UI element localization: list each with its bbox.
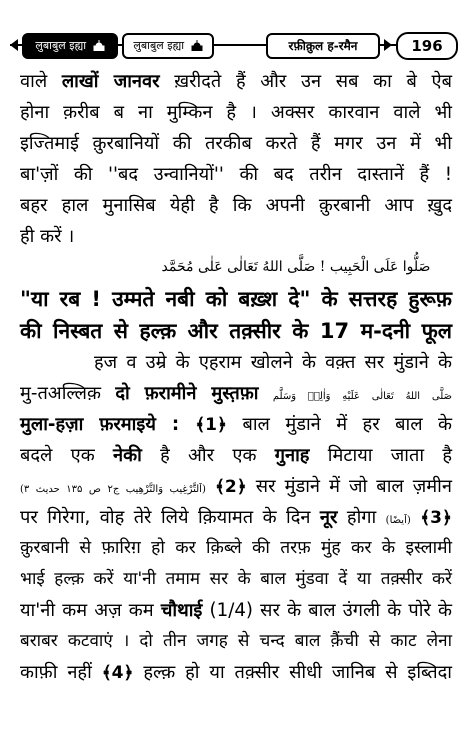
text-line: वाले लाखों जानवर ख़रीदते हैं और उन सब का बे ऐब	[20, 71, 453, 92]
text-line: होना क़रीब ब ना मुम्किन है । अक्सर कारवान वाले भी	[20, 102, 452, 123]
page-number: 196	[396, 32, 458, 60]
text-line: बा'ज़ों की ''बद उन्वानियों'' की बद तरीन दास्तानें हैं !	[20, 164, 452, 185]
section-heading-line1: "या रब ! उम्मते नबी को बख़्श दे" के सत्तरह हुरूफ़	[20, 287, 452, 311]
salawat-line: صَلُّوا عَلَى الْحَبِیب ! صَلَّى اللهُ تَعَالٰی عَلٰی مُحَمَّد	[161, 259, 431, 275]
text-line: मुला-हज़ा फ़रमाइये : ﴾1﴿ बाल मुंडाने में हर बाल के	[20, 409, 452, 440]
page-body	[20, 66, 452, 688]
emphasis-text: नेकी	[113, 445, 142, 466]
text-line: बहर हाल मुनासिब येही है कि अपनी क़ुरबानी आप ख़ुद	[20, 195, 452, 216]
text-line: क़ुरबानी से फ़ारिग़ हो कर क़िब्ले की तरफ़ मुंह कर के इस्लामी	[20, 538, 452, 558]
durood-arabic: صَلَّى اللهُ تَعَالٰی عَلَیْهِ وَاٰلِهٖ وَسَلَّم	[272, 391, 452, 402]
text-line: बराबर कटवाएं । दो तीन जगह से चन्द बाल क़ैंची से काट लेना	[20, 631, 452, 651]
mosque-icon	[93, 39, 105, 51]
section-heading-line2: की निस्बत से हल्क़ और तक़्सीर के 17 म-दनी फूल	[20, 319, 452, 343]
running-title-text: रफ़ीक़ुल ह-रमैन	[288, 39, 358, 53]
header-right-ornament	[384, 39, 392, 51]
text-line: पर गिरेगा, वोह तेरे लिये क़ियामत के दिन नूर होगा (اَیضًا) ﴾3﴿	[20, 502, 452, 533]
point-marker-3: ﴾3﴿	[420, 508, 452, 528]
emphasis-text: चौथाई	[160, 600, 203, 621]
text-line: बदले एक नेकी है और एक गुनाह मिटाया जाता है	[20, 445, 453, 466]
text-line: काफ़ी नहीं ﴾4﴿ हल्क़ हो या तक़्सीर सीधी जानिब से इब्तिदा	[20, 657, 452, 688]
text-line: मु-तअल्लिक़ दो फ़रामीने मुस्त़फ़ा صَلَّى اللهُ تَعَالٰی عَلَیْهِ وَاٰلِهٖ وَسَلَّم	[20, 383, 452, 404]
emphasis-text: लाखों जानवर	[61, 71, 160, 92]
text-line: हज व उम्रे के एहराम खोलने के वक़्त सर मुंडाने के	[94, 352, 452, 373]
reference-citation: (اَیضًا)	[385, 515, 411, 526]
running-title	[266, 33, 380, 59]
text-line: या'नी कम अज़ कम चौथाई (1/4) सर के बाल उंगली के पोरे के	[20, 600, 452, 621]
page-header	[10, 33, 458, 57]
text-line: (اَلتَّرْغِیب وَالتَّرْھِیب ج۲ ص ۱۳۵ حدیث ۳) ﴾2﴿ सर मुंडाने में जो बाल ज़मीन	[20, 471, 452, 502]
mosque-icon	[191, 39, 203, 51]
text-line: इज्तिमाई क़ुरबानियों की तरकीब करते हैं मगर उन में भी	[20, 133, 452, 154]
text-line: भाई हल्क़ करें या'नी तमाम सर के बाल मुंडवा दें या तक़्सीर करें	[20, 569, 452, 589]
header-badge-left-text: लुबाबुल इह्या	[35, 39, 87, 52]
header-badge-right-text: लुबाबुल इह्या	[133, 39, 185, 52]
emphasis-text: दो फ़रामीने मुस्त़फ़ा	[115, 383, 259, 404]
header-badge-left	[22, 33, 118, 59]
emphasis-text: गुनाह	[274, 445, 310, 466]
text-line: ही करें ।	[20, 226, 75, 247]
point-marker-2: ﴾2﴿	[214, 477, 247, 497]
emphasis-text: नूर	[319, 507, 338, 528]
header-badge-right	[122, 33, 214, 59]
point-marker-1: ﴾1﴿	[195, 415, 227, 435]
point-marker-4: ﴾4﴿	[101, 663, 134, 683]
header-left-ornament	[10, 39, 18, 51]
reference-citation: (اَلتَّرْغِیب وَالتَّرْھِیب ج۲ ص ۱۳۵ حدیث ۳)	[20, 484, 206, 495]
